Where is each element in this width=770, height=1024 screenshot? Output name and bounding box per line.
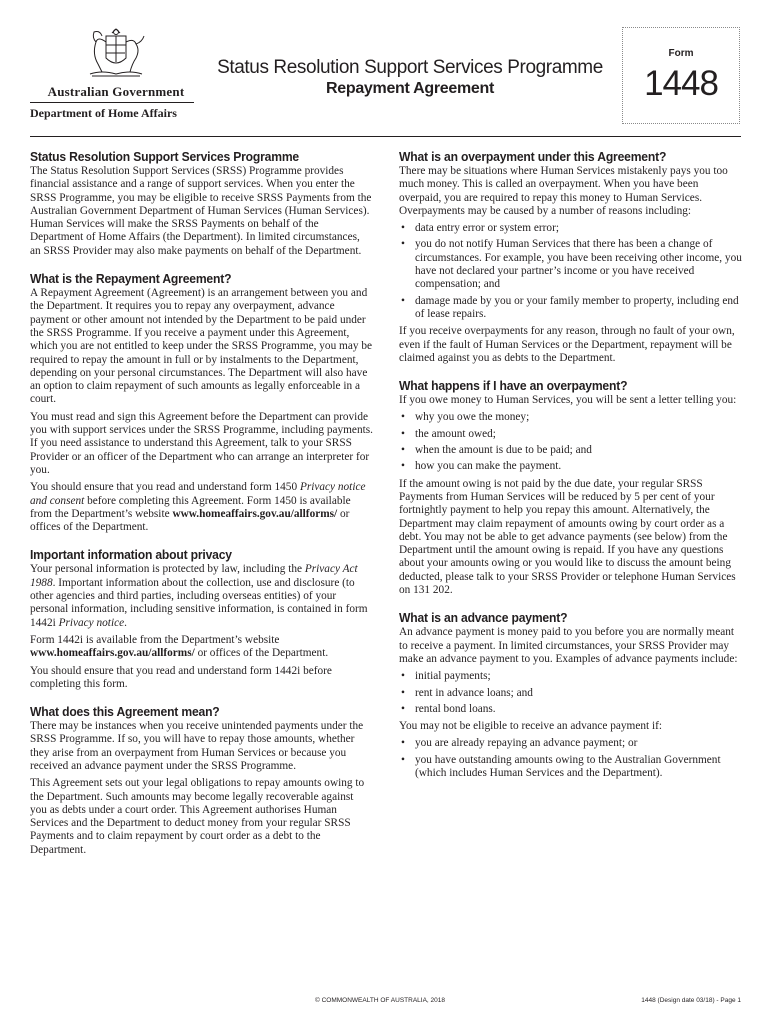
text-run: If you receive overpayments for any reason, through no fault of your own, even if the fault of Human Services or the Department, repayment will be claimed against you as debts to the Department. [399, 325, 735, 364]
section-heading: What is an advance payment? [399, 610, 568, 626]
text-run: This Agreement sets out your legal obligations to repay amounts owing to the Department. Such amounts may become legally recoverable against you as debts under a court order. This Agreement authorises Human Services and the Department to deduct money from your regular SRSS Payments and to claim repayment by court order as a debt to the Department. [30, 777, 365, 856]
text-run: If you owe money to Human Services, you will be sent a letter telling you: [399, 394, 737, 407]
text-run: . [124, 616, 127, 629]
text-run: The Status Resolution Support Services (SRSS) Programme provides financial assistance and a range of support services. When you enter the SRSS Programme, you may be eligible to receive SRSS Payments from the Australian Government Department of Human Services (Human Services). Human Services will make the SRSS Payments on behalf of the Department of Home Affairs (the Department). In limited circumstances, an SRSS Provider may also make payments on behalf of the Department. [30, 165, 372, 257]
text-run: There may be situations where Human Services mistakenly pays you too much money. This is called an overpayment. When you have been overpaid, you are required to repay this money to Human Services. Overpayments may be caused by a number of reasons including: [399, 165, 728, 217]
divider [30, 102, 194, 103]
form-subtitle: Repayment Agreement [326, 80, 494, 97]
paragraph [399, 165, 742, 218]
section-heading: What is an overpayment under this Agreement? [399, 149, 667, 164]
website-link[interactable]: www.homeaffairs.gov.au/allforms/ [172, 507, 338, 520]
text-run: There may be instances when you receive unintended payments under the SRSS Programme. If so, you will have to repay those amounts, whether they arise from an overpayment from Human Services or because you received an advance payment under the SRSS Programme. [30, 720, 364, 772]
list-item: • initial payments; [399, 670, 742, 683]
header-divider [30, 136, 741, 137]
copyright-notice: © COMMONWEALTH OF AUSTRALIA, 2018 [315, 997, 445, 1004]
section-heading: What does this Agreement mean? [30, 704, 220, 720]
text-run: Your personal information is protected by law, including the [30, 563, 305, 576]
section-heading: What is the Repayment Agreement? [30, 271, 232, 287]
paragraph [399, 720, 742, 733]
text-run: You should ensure that you read and understand form 1450 [30, 481, 300, 494]
form-label: Form [668, 48, 694, 59]
department-name: Department of Home Affairs [30, 106, 177, 120]
text-run: before completing this Agreement. Form 1450 is available from the Department’s website [30, 494, 351, 520]
text-run: or offices of the Department. [194, 647, 329, 660]
paragraph [399, 394, 742, 407]
paragraph [399, 478, 742, 598]
form-header [0, 0, 770, 140]
government-name: Australian Government [47, 84, 185, 99]
form-number: 1448 [644, 64, 718, 103]
list-item: • damage made by you or your family member to property, including end of lease repairs. [399, 295, 742, 322]
list-item: • you have outstanding amounts owing to the Australian Government (which includes Human Services and the Department). [399, 754, 742, 781]
bullet-list [399, 737, 742, 780]
section-heading: Important information about privacy [30, 547, 232, 563]
section-important-information-about-privacy [30, 547, 373, 691]
paragraph [30, 563, 373, 629]
text-run: You should ensure that you read and understand form 1442i before completing this form. [30, 664, 332, 690]
section-what-is-an-advance-payment [399, 610, 742, 780]
section-what-does-this-agreement-mean [30, 704, 373, 857]
list-item: • data entry error or system error; [399, 222, 742, 235]
list-item: • you are already repaying an advance payment; or [399, 737, 742, 750]
section-heading: What happens if I have an overpayment? [399, 378, 628, 394]
list-item: • how you can make the payment. [399, 460, 742, 473]
text-run: Form 1442i is available from the Department’s website [30, 633, 280, 646]
document-title: Privacy notice [58, 616, 125, 629]
right-column [399, 149, 742, 793]
list-item: • why you owe the money; [399, 411, 742, 424]
text-run: You may not be eligible to receive an advance payment if: [399, 720, 662, 733]
list-item: • when the amount is due to be paid; and [399, 444, 742, 457]
list-item: • rent in advance loans; and [399, 687, 742, 700]
section-what-is-the-repayment-agreement [30, 271, 373, 534]
document-title: Privacy notice and consent [30, 481, 366, 507]
paragraph [30, 287, 373, 407]
paragraph [30, 665, 373, 692]
document-title: Privacy Act 1988 [30, 563, 358, 589]
paragraph [30, 634, 373, 661]
paragraph [30, 165, 373, 258]
website-link[interactable]: www.homeaffairs.gov.au/allforms/ [30, 647, 195, 660]
section-what-is-an-overpayment-under-this-agreement [399, 149, 742, 365]
bullet-list [399, 411, 742, 473]
text-run: A Repayment Agreement (Agreement) is an arrangement between you and the Department. It requires you to repay any overpayment, advance payment or other amount not intended by the Department to be paid under the SRSS Programme. If you receive a payment under this Agreement, which you are not entitled to keep under the SRSS Programme, you may be required to repay the amount in full or by instalments to the Department, depending on your personal circumstances. The Department will also have an option to claim repayment of such amounts as legally enforceable in a court. [30, 287, 372, 406]
text-run: . Important information about the collection, use and disclosure (to other agencies and third parties, including overseas entities) of your personal information, including sensitive information, is contained in form 1442i [30, 576, 368, 629]
paragraph [30, 411, 373, 477]
form-number-box [622, 27, 740, 124]
paragraph [399, 325, 742, 365]
list-item: • you do not notify Human Services that there has been a change of circumstances. For example, you have been receiving other income, you have not declared your partner’s income or you have received compensation; and [399, 238, 742, 291]
page-info: 1448 (Design date 03/18) - Page 1 [641, 997, 741, 1004]
form-title: Status Resolution Support Services Programme [217, 57, 603, 78]
paragraph [30, 481, 373, 534]
text-run: If the amount owing is not paid by the due date, your regular SRSS Payments from Human Services will be reduced by 5 per cent of your fortnightly payment to help you repay this amount. Alternatively, the Department may claim repayment of amounts owing by court order as a debt. You may not be able to get advance payments (see below) from the Department until the amount owing is repaid. If you have any questions about your amounts owing or you would like to discuss the amount being deducted, please talk to your SRSS Provider or telephone Human Services on 131 202. [399, 477, 736, 597]
left-column [30, 149, 373, 870]
list-item: • rental bond loans. [399, 703, 742, 716]
text-run: or offices of the Department. [30, 507, 350, 534]
section-status-resolution-support-services-programme [30, 149, 373, 258]
text-run: An advance payment is money paid to you before you are normally meant to receive a payment. In limited circumstances, your SRSS Provider may make an advance payment to you. Examples of advance payments include: [399, 626, 738, 665]
section-what-happens-if-i-have-an-overpayment [399, 378, 742, 597]
bullet-list [399, 670, 742, 716]
list-item: • the amount owed; [399, 428, 742, 441]
coat-of-arms-icon [62, 28, 170, 84]
section-heading: Status Resolution Support Services Programme [30, 149, 299, 164]
paragraph [30, 777, 373, 857]
bullet-list [399, 222, 742, 321]
paragraph [399, 626, 742, 666]
text-run: You must read and sign this Agreement before the Department can provide you with support services under the SRSS Programme, including payments. If you need assistance to understand this Agreement, talk to your SRSS Provider or an officer of the Department who can arrange an interpreter for you. [30, 410, 373, 476]
paragraph [30, 720, 373, 773]
